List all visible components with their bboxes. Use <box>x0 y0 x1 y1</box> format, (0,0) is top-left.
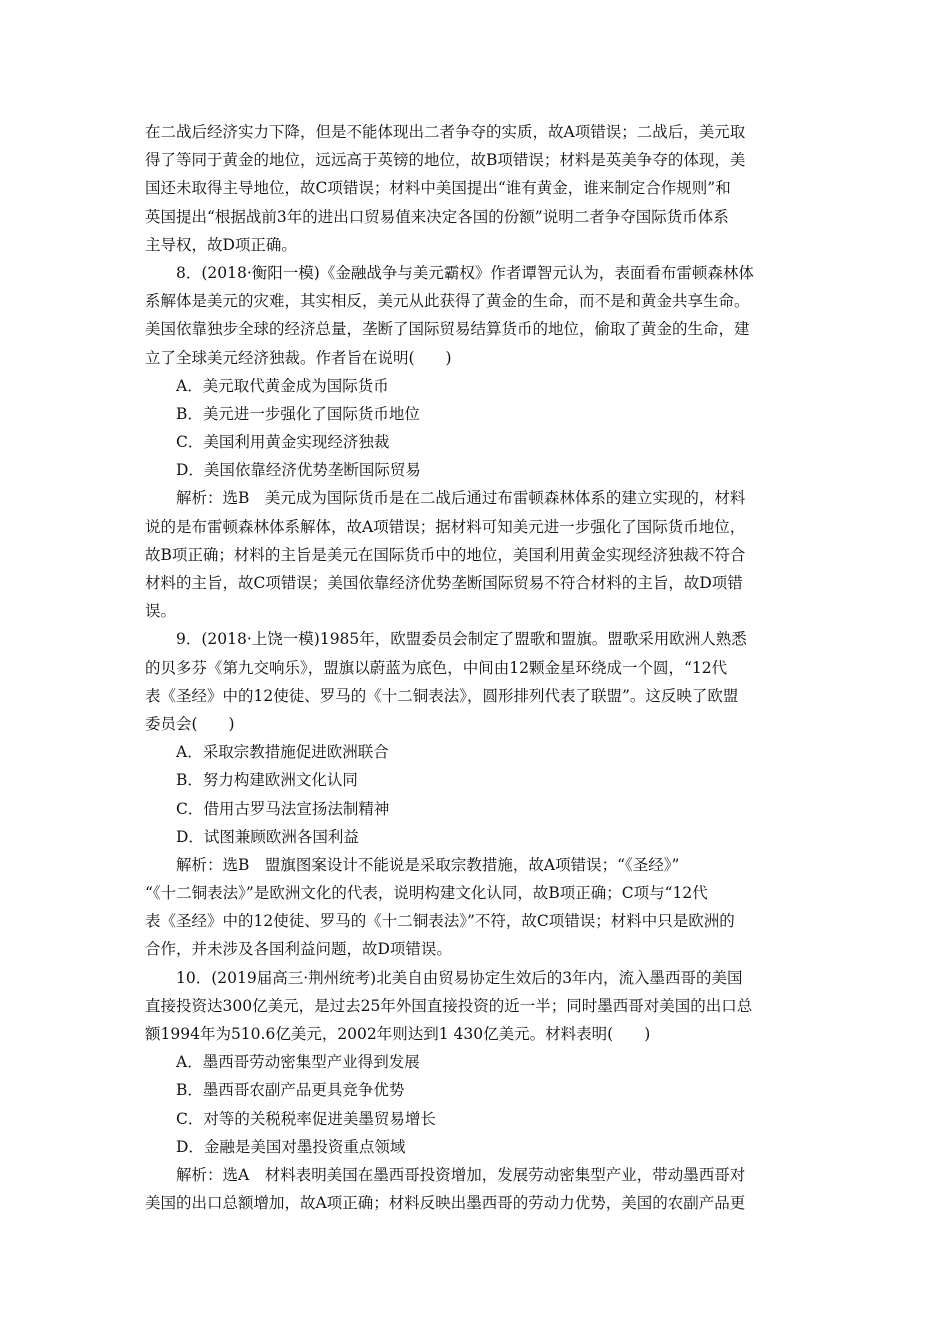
text-line: 表《圣经》中的12使徒、罗马的《十二铜表法》，圆形排列代表了联盟”。这反映了欧盟 <box>145 686 739 705</box>
answer-option: A．采取宗教措施促进欧洲联合 <box>176 743 389 762</box>
text-line: “《十二铜表法》”是欧洲文化的代表，说明构建文化认同，故B项正确；C项与“12代 <box>145 884 708 903</box>
text-line: 立了全球美元经济独裁。作者旨在说明( ) <box>145 348 452 367</box>
text-line: 误。 <box>145 602 177 621</box>
text-line: 英国提出“根据战前3年的进出口贸易值来决定各国的份额”说明二者争夺国际货币体系 <box>145 207 729 226</box>
answer-option: B．墨西哥农副产品更具竞争优势 <box>176 1081 405 1100</box>
text-line: 委员会( ) <box>145 714 235 733</box>
paragraph-first-line: 10．(2019届高三·荆州统考)北美自由贸易协定生效后的3年内，流入墨西哥的美国 <box>176 968 743 987</box>
text-line: 故B项正确；材料的主旨是美元在国际货币中的地位，美国利用黄金实现经济独裁不符合 <box>145 545 746 564</box>
answer-option: B．努力构建欧洲文化认同 <box>176 771 358 790</box>
text-line: 的贝多芬《第九交响乐》，盟旗以蔚蓝为底色，中间由12颗金星环绕成一个圆，“12代 <box>145 658 728 677</box>
answer-option: A．墨西哥劳动密集型产业得到发展 <box>176 1053 420 1072</box>
text-line: 额1994年为510.6亿美元，2002年则达到1 430亿美元。材料表明( ) <box>145 1025 651 1043</box>
text-line: 直接投资达300亿美元，是过去25年外国直接投资的近一半；同时墨西哥对美国的出口总 <box>145 996 753 1015</box>
paragraph-first-line: 解析：选B 盟旗图案设计不能说是采取宗教措施，故A项错误；“《圣经》” <box>176 855 680 874</box>
paragraph-first-line: 9．(2018·上饶一模)1985年，欧盟委员会制定了盟歌和盟旗。盟歌采用欧洲人熟悉 <box>176 630 747 649</box>
text-line: 表《圣经》中的12使徒、罗马的《十二铜表法》”不符，故C项错误；材料中只是欧洲的 <box>145 912 735 931</box>
text-line: 主导权，故D项正确。 <box>145 235 297 254</box>
page-text-body <box>145 118 810 1217</box>
text-line: 系解体是美元的灾难，其实相反，美元从此获得了黄金的生命，而不是和黄金共享生命。 <box>145 292 750 311</box>
answer-option: D．金融是美国对墨投资重点领域 <box>176 1137 406 1156</box>
paragraph-first-line: 8．(2018·衡阳一模)《金融战争与美元霸权》作者谭智元认为，表面看布雷顿森林体 <box>176 263 754 282</box>
answer-option: D．美国依靠经济优势垄断国际贸易 <box>176 461 421 480</box>
text-line: 美国依靠独步全球的经济总量，垄断了国际贸易结算货币的地位，偷取了黄金的生命，建 <box>145 320 750 339</box>
paragraph-first-line: 解析：选A 材料表明美国在墨西哥投资增加，发展劳动密集型产业，带动墨西哥对 <box>176 1165 746 1184</box>
answer-option: C．美国利用黄金实现经济独裁 <box>176 433 390 452</box>
text-line: 合作，并未涉及各国利益问题，故D项错误。 <box>145 940 452 959</box>
answer-option: D．试图兼顾欧洲各国利益 <box>176 827 359 846</box>
text-line: 材料的主旨，故C项错误；美国依靠经济优势垄断国际贸易不符合材料的主旨，故D项错 <box>145 574 743 592</box>
text-line: 在二战后经济实力下降，但是不能体现出二者争夺的实质，故A项错误；二战后，美元取 <box>145 123 746 141</box>
text-line: 美国的出口总额增加，故A项正确；材料反映出墨西哥的劳动力优势，美国的农副产品更 <box>145 1194 746 1213</box>
answer-option: A．美元取代黄金成为国际货币 <box>176 376 389 395</box>
answer-option: C．对等的关税税率促进美墨贸易增长 <box>176 1109 436 1128</box>
answer-option: C．借用古罗马法宣扬法制精神 <box>176 799 390 818</box>
paragraph-first-line: 解析：选B 美元成为国际货币是在二战后通过布雷顿森林体系的建立实现的，材料 <box>176 489 746 508</box>
text-line: 国还未取得主导地位，故C项错误；材料中美国提出“谁有黄金，谁来制定合作规则”和 <box>145 179 731 198</box>
text-line: 说的是布雷顿森林体系解体，故A项错误；据材料可知美元进一步强化了国际货币地位， <box>145 517 746 536</box>
text-line: 得了等同于黄金的地位，远远高于英镑的地位，故B项错误；材料是英美争夺的体现，美 <box>145 151 746 170</box>
answer-option: B．美元进一步强化了国际货币地位 <box>176 404 420 423</box>
